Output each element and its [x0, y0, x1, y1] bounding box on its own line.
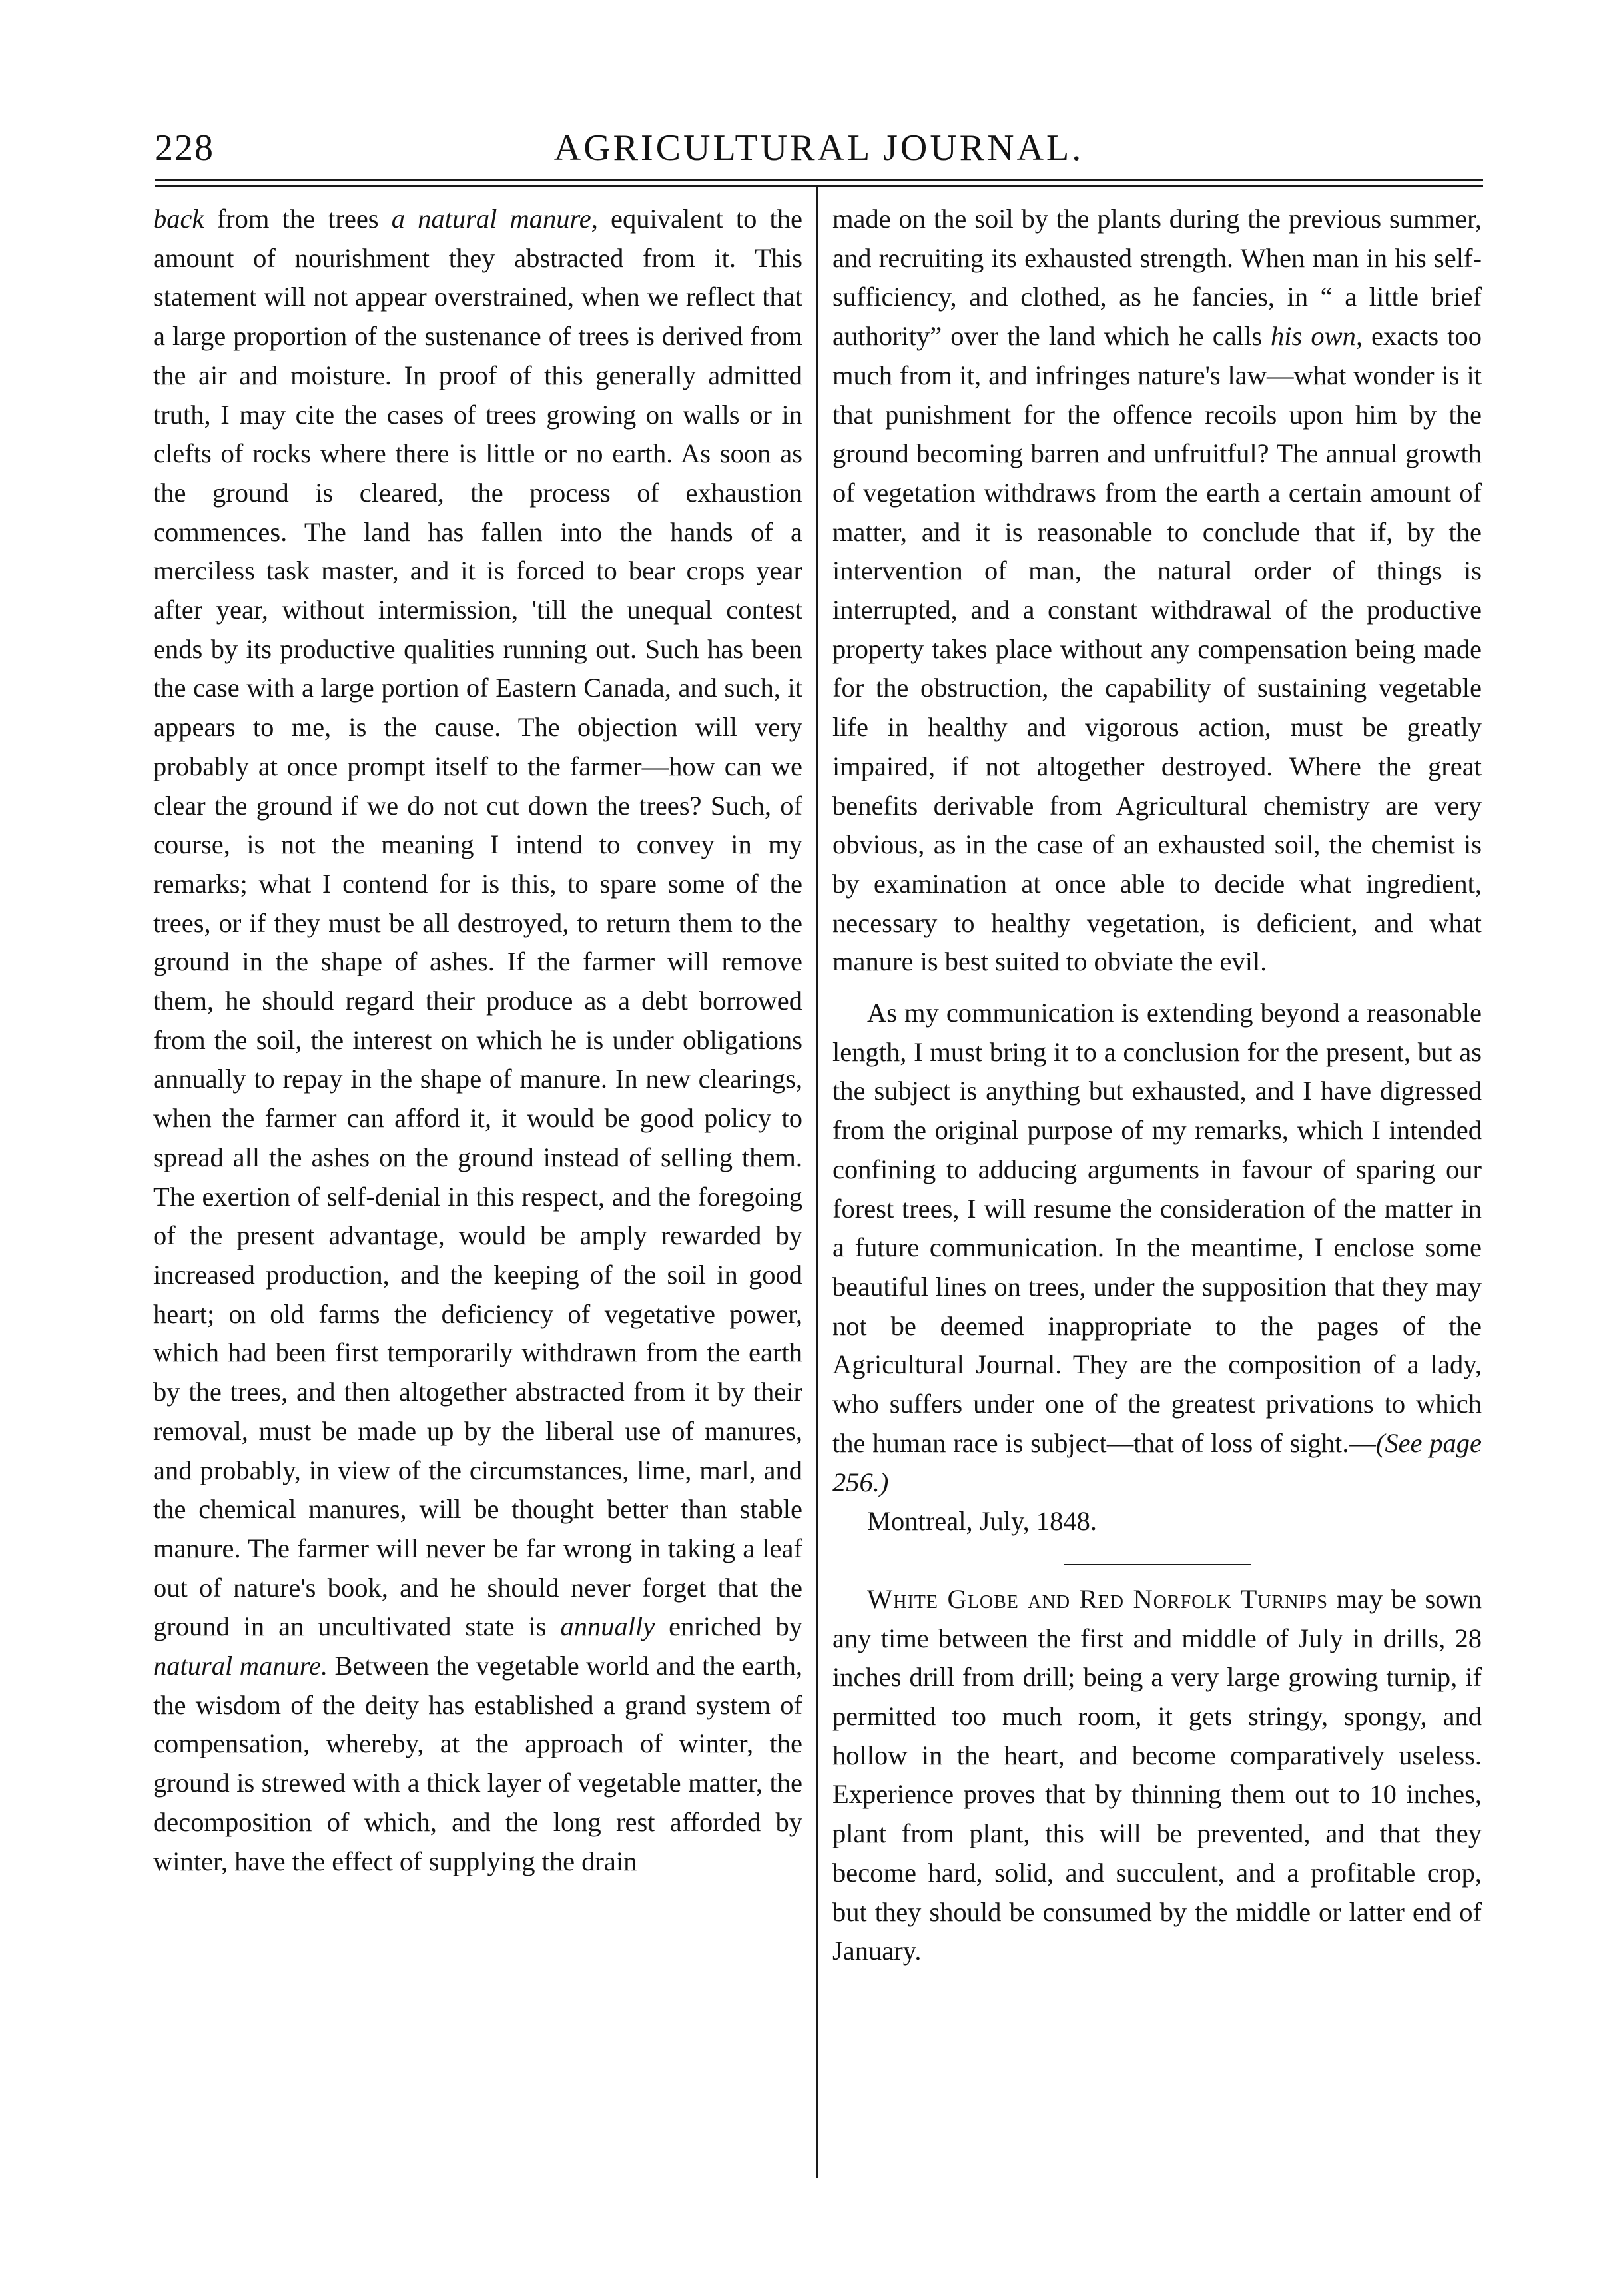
page-header [155, 120, 1483, 173]
emphasis: a natural manure, [391, 204, 598, 234]
signoff: Montreal, July, 1848. [867, 1506, 1097, 1537]
body-text: from the trees [204, 204, 392, 234]
emphasis: back [153, 204, 204, 234]
closing-paragraph [832, 994, 1482, 1502]
body-text: may be sown any time between the first and middle of July in drills, 28 inches drill from drill; being a very large growing turnip, if permitted too much room, it gets stringy, spongy, and hollow in the heart, and become comparatively useless. Experience proves that by thinning them out to 10 inches, plant from plant, this will be prevented, and that they become hard, solid, and succulent, and a profitable crop, but they should be consumed by the middle or latter end of January. [832, 1583, 1482, 1966]
body-text: As my communication is extending beyond a reasonable length, I must bring it to a conclusion for the present, but as the subject is anything but exhausted, and I have digressed from the original purpose of my remarks, which I intended confining to adducing arguments in favour of sparing our forest trees, I will resume the consideration of the matter in a future communication. In the meantime, I enclose some beautiful lines on trees, under the supposition that they may not be deemed inappropriate to the pages of the Agricultural Journal. They are the composition of a lady, who suffers under one of the greatest privations to which the human race is subject—that of loss of sight.— [832, 998, 1482, 1458]
page-number: 228 [155, 127, 214, 169]
continuation-paragraph [832, 200, 1482, 982]
emphasis: his own, [1271, 321, 1363, 352]
right-column [832, 200, 1482, 1971]
body-text: exacts too much from it, and infringes nature's law—what wonder is it that punishment for the offence recoils upon him by the ground becoming barren and unfruitful? The annual growth of vegetation withdraws from the earth a certain amount of matter, and it is reasonable to conclude that if, by the intervention of man, the natural order of things is interrupted, and a constant withdrawal of the productive property takes place without any compensation being made for the obstruction, the capability of sustaining vegetable life in healthy and vigorous action, must be greatly impaired, if not altogether destroyed. Where the great benefits derivable from Agricultural chemistry are very obvious, as in the case of an exhausted soil, the chemist is by examination at once able to decide what ingredient, necessary to healthy vegetation, is deficient, and what manure is best suited to obviate the evil. [832, 321, 1482, 977]
body-text: equivalent to the amount of nourishment they abstracted from it. This statement will not appear overstrained, when we reflect that a large proportion of the sustenance of trees is derived from the air and moisture. In proof of this generally admitted truth, I may cite the cases of trees growing on walls or in clefts of rocks where there is little or no earth. As soon as the ground is cleared, the process of exhaustion commences. The land has fallen into the hands of a merciless task master, and it is forced to bear crops year after year, without intermission, 'till the unequal contest ends by its productive qualities running out. Such has been the case with a large portion of Eastern Canada, and such, it appears to me, is the cause. The objection will very probably at once prompt itself to the farmer—how can we clear the ground if we do not cut down the trees? Such, of course, is not the meaning I intend to convey in my remarks; what I contend for is this, to spare some of the trees, or if they must be all destroyed, to return them to the ground in the shape of ashes. If the farmer will remove them, he should regard their produce as a debt borrowed from the soil, the interest on which he is under obligations annually to repay in the shape of manure. In new clearings, when the farmer can afford it, it would be good policy to spread all the ashes on the ground instead of selling them. The exertion of self-denial in this respect, and the foregoing of the present advantage, would be amply rewarded by increased production, and the keeping of the soil in good heart; on old farms the deficiency of vegetative power, which had been first temporarily withdrawn from the earth by the trees, and then altogether abstracted from it by their removal, must be made up by the liberal use of manures, and probably, in view of the circumstances, lime, marl, and the chemical manures, will be thought better than stable manure. The farmer will never be far wrong in taking a leaf out of nature's book, and he should never forget that the ground in an uncultivated state is [153, 204, 803, 1642]
left-column-paragraph [153, 200, 802, 1881]
emphasis: annually [560, 1611, 655, 1642]
turnips-heading: White Globe and Red Norfolk Turnips [867, 1583, 1328, 1614]
emphasis: natural manure. [153, 1651, 328, 1681]
body-text: enriched by [655, 1611, 802, 1642]
body-text: made on the soil by the plants during the previous summer, and recruiting its exhausted strength. When man in his self-sufficiency, and clothed, as he fancies, in “ a little brief authority” over the land which he calls [832, 204, 1482, 352]
page-reference: (See page 256.) [832, 1427, 1482, 1497]
running-title: AGRICULTURAL JOURNAL. [553, 127, 1084, 169]
turnips-paragraph [832, 1580, 1482, 1971]
header-rule-thin [155, 185, 1483, 187]
header-rule [155, 179, 1483, 181]
left-column [153, 200, 802, 1881]
body-text: Between the vegetable world and the earth, the wisdom of the deity has established a grand system of compensation, whereby, at the approach of winter, the ground is strewed with a thick layer of vegetable matter, the decomposition of which, and the long rest afforded by winter, have the effect of supplying the drain [153, 1651, 803, 1876]
section-divider [1064, 1564, 1251, 1565]
column-divider [816, 187, 818, 2178]
